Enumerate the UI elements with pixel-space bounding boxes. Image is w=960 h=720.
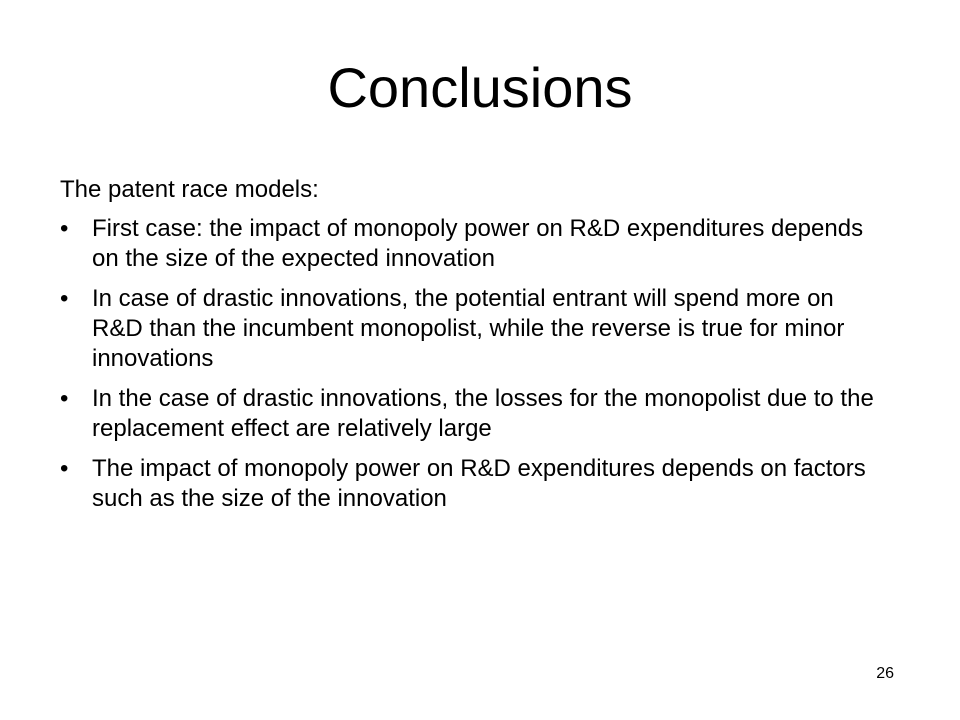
bullet-text: In the case of drastic innovations, the losses for the monopolist due to the replacement effect are relatively large bbox=[92, 385, 874, 442]
bullet-icon: • bbox=[60, 385, 69, 412]
bullet-item bbox=[60, 384, 880, 444]
bullet-icon: • bbox=[60, 285, 69, 312]
bullet-text: In case of drastic innovations, the potential entrant will spend more on R&D than the incumbent monopolist, while the reverse is true for minor innovations bbox=[92, 285, 845, 372]
bullet-icon: • bbox=[60, 215, 69, 242]
bullet-item bbox=[60, 214, 880, 274]
bullet-item bbox=[60, 454, 880, 514]
slide-title: Conclusions bbox=[327, 56, 633, 119]
page-number: 26 bbox=[876, 665, 894, 682]
bullet-list bbox=[60, 214, 880, 524]
bullet-text: First case: the impact of monopoly power on R&D expenditures depends on the size of the expected innovation bbox=[92, 215, 864, 272]
bullet-item bbox=[60, 284, 880, 374]
bullet-text: The impact of monopoly power on R&D expenditures depends on factors such as the size of the innovation bbox=[92, 455, 866, 512]
bullet-icon: • bbox=[60, 455, 69, 482]
intro-text: The patent race models: bbox=[60, 176, 319, 203]
